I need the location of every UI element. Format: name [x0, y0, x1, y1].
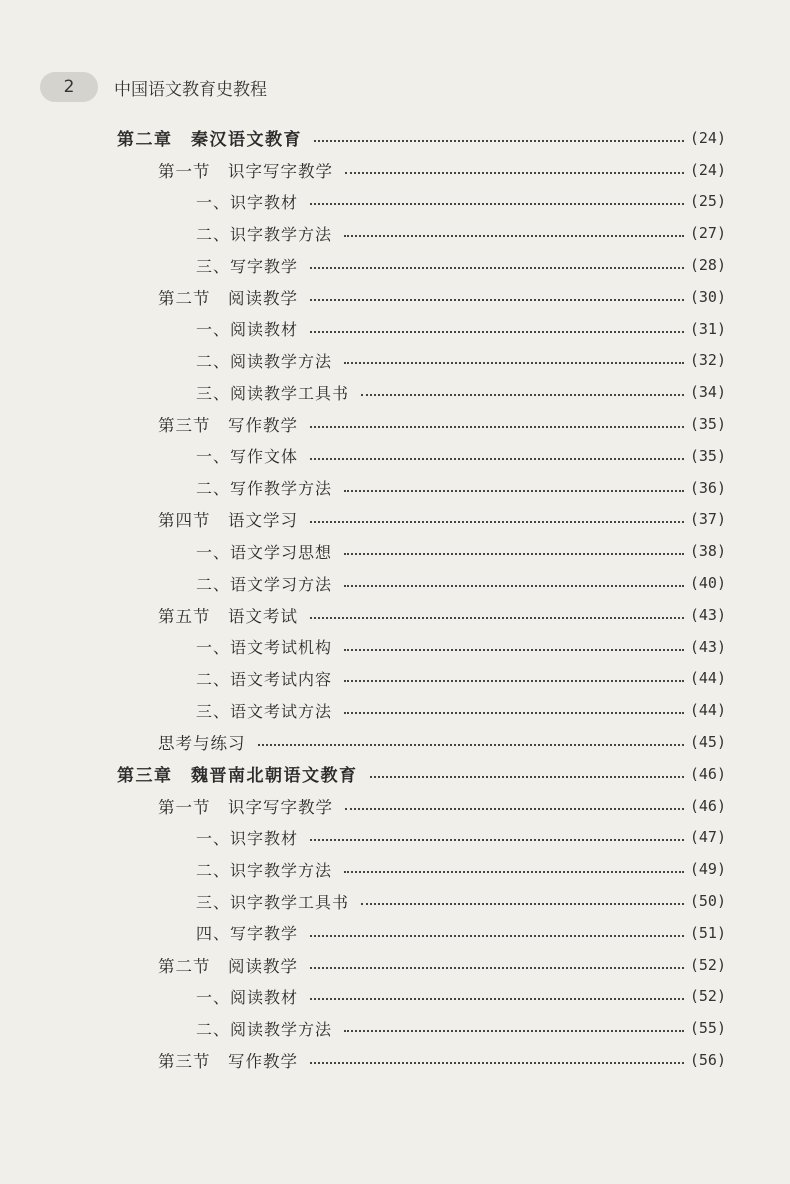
toc-entry-page: (35): [689, 415, 726, 434]
toc-section-entry: [0, 281, 790, 313]
dot-leader: [310, 267, 684, 269]
toc-entry-title: 一、语文学习思想: [196, 542, 333, 562]
toc-subsection-entry: [0, 535, 790, 567]
toc-section-entry: [0, 949, 790, 981]
dot-leader: [344, 680, 684, 682]
toc-entry-page: (24): [689, 128, 726, 147]
toc-entry-title: 四、写字教学: [196, 924, 299, 944]
toc-section-entry: [0, 790, 790, 822]
toc-chapter-entry: [0, 758, 790, 790]
dot-leader: [345, 172, 684, 174]
toc-entry-page: (27): [689, 224, 726, 243]
toc-entry-page: (43): [689, 637, 726, 656]
toc-entry-page: (49): [689, 860, 726, 879]
toc-entry-page: (52): [689, 955, 726, 974]
dot-leader: [258, 744, 684, 746]
toc-entry-title: 第二节 阅读教学: [158, 288, 298, 308]
toc-entry-title: 二、阅读教学方法: [196, 1019, 333, 1039]
dot-leader: [310, 935, 684, 937]
dot-leader: [344, 490, 684, 492]
toc-entry-page: (46): [689, 796, 726, 815]
toc-subsection-entry: [0, 853, 790, 885]
toc-entry-title: 三、识字教学工具书: [196, 892, 350, 912]
toc-subsection-entry: [0, 631, 790, 663]
toc-entry-title: 第三章 魏晋南北朝语文教育: [117, 766, 358, 787]
toc-entry-title: 第四节 语文学习: [158, 511, 298, 531]
dot-leader: [310, 426, 684, 428]
toc-entry-title: 二、语文学习方法: [196, 574, 333, 594]
toc-subsection-entry: [0, 694, 790, 726]
toc-entry-title: 第一节 识字写字教学: [158, 797, 333, 817]
toc-entry-page: (50): [689, 892, 726, 911]
toc-entry-title: 二、识字教学方法: [196, 224, 333, 244]
toc-entry-title: 第五节 语文考试: [158, 606, 298, 626]
dot-leader: [310, 967, 684, 969]
toc-entry-page: (38): [689, 542, 726, 561]
toc-entry-title: 第二章 秦汉语文教育: [117, 130, 302, 151]
dot-leader: [344, 649, 684, 651]
toc-section-entry: [0, 599, 790, 631]
toc-subsection-entry: [0, 313, 790, 345]
toc-entry-title: 第三节 写作教学: [158, 1052, 298, 1071]
dot-leader: [344, 871, 684, 873]
toc-entry-title: 第一节 识字写字教学: [158, 161, 333, 181]
running-title: 中国语文教育史教程: [114, 79, 267, 100]
toc-entry-page: (34): [689, 383, 726, 402]
toc-entry-page: (30): [689, 287, 726, 306]
toc-subsection-entry: [0, 345, 790, 377]
dot-leader: [344, 712, 684, 714]
toc-entry-page: (32): [689, 351, 726, 370]
dot-leader: [361, 903, 684, 905]
toc-subsection-entry: [0, 186, 790, 218]
toc-entry-title: 二、语文考试内容: [196, 669, 333, 689]
toc-entry-title: 一、识字教材: [196, 192, 299, 212]
dot-leader: [344, 553, 684, 555]
toc-entry-page: (35): [689, 446, 726, 465]
toc-entry-page: (40): [689, 574, 726, 593]
dot-leader: [310, 299, 684, 301]
toc-entry-page: (47): [689, 828, 726, 847]
page-number-badge: 2: [40, 72, 98, 102]
toc-entry-page: (28): [689, 256, 726, 275]
toc-subsection-entry: [0, 440, 790, 472]
toc-section-entry: [0, 726, 790, 758]
page-header: [40, 70, 267, 104]
toc-section-entry: [0, 1044, 790, 1076]
toc-subsection-entry: [0, 822, 790, 854]
toc-subsection-entry: [0, 567, 790, 599]
toc-subsection-entry: [0, 217, 790, 249]
dot-leader: [310, 203, 684, 205]
toc-entry-title: 二、识字教学方法: [196, 860, 333, 880]
dot-leader: [310, 617, 684, 619]
dot-leader: [310, 1062, 684, 1064]
toc-entry-title: 一、写作文体: [196, 447, 299, 467]
toc-subsection-entry: [0, 1012, 790, 1044]
toc-section-entry: [0, 408, 790, 440]
toc-section-entry: [0, 504, 790, 536]
toc-entry-page: (44): [689, 669, 726, 688]
dot-leader: [370, 776, 684, 778]
toc-entry-title: 二、阅读教学方法: [196, 351, 333, 371]
toc-entry-page: (51): [689, 923, 726, 942]
toc-entry-title: 三、阅读教学工具书: [196, 383, 350, 403]
toc-subsection-entry: [0, 376, 790, 408]
toc-entry-page: (25): [689, 192, 726, 211]
toc-entry-title: 二、写作教学方法: [196, 479, 333, 499]
toc-entry-page: (46): [689, 764, 726, 783]
toc-entry-title: 第二节 阅读教学: [158, 956, 298, 976]
toc-subsection-entry: [0, 249, 790, 281]
dot-leader: [310, 998, 684, 1000]
dot-leader: [344, 585, 684, 587]
toc-entry-page: (55): [689, 1019, 726, 1038]
toc-entry-title: 三、语文考试方法: [196, 701, 333, 721]
toc-entry-title: 一、语文考试机构: [196, 638, 333, 658]
dot-leader: [361, 394, 684, 396]
toc-entry-title: 三、写字教学: [196, 256, 299, 276]
toc-subsection-entry: [0, 885, 790, 917]
dot-leader: [344, 1030, 684, 1032]
toc-subsection-entry: [0, 472, 790, 504]
toc-subsection-entry: [0, 917, 790, 949]
toc-entry-page: (31): [689, 319, 726, 338]
dot-leader: [344, 235, 684, 237]
toc-section-entry: [0, 154, 790, 186]
dot-leader: [310, 521, 684, 523]
toc-entry-page: (36): [689, 478, 726, 497]
toc-entry-page: (43): [689, 605, 726, 624]
toc-entry-page: (37): [689, 510, 726, 529]
toc-entry-page: (24): [689, 160, 726, 179]
table-of-contents: [0, 122, 790, 1076]
toc-entry-page: (52): [689, 987, 726, 1006]
toc-entry-title: 一、阅读教材: [196, 320, 299, 340]
toc-entry-title: 一、识字教材: [196, 828, 299, 848]
dot-leader: [314, 140, 684, 142]
dot-leader: [310, 458, 684, 460]
toc-entry-title: 思考与练习: [158, 734, 246, 754]
dot-leader: [310, 839, 684, 841]
toc-subsection-entry: [0, 663, 790, 695]
toc-entry-page: (45): [689, 733, 726, 752]
dot-leader: [310, 331, 684, 333]
toc-entry-title: 一、阅读教材: [196, 987, 299, 1007]
toc-entry-page: (44): [689, 701, 726, 720]
toc-subsection-entry: [0, 981, 790, 1013]
dot-leader: [345, 808, 684, 810]
dot-leader: [344, 362, 684, 364]
toc-entry-title: 第三节 写作教学: [158, 416, 298, 436]
toc-chapter-entry: [0, 122, 790, 154]
toc-entry-page: (56): [689, 1051, 726, 1069]
